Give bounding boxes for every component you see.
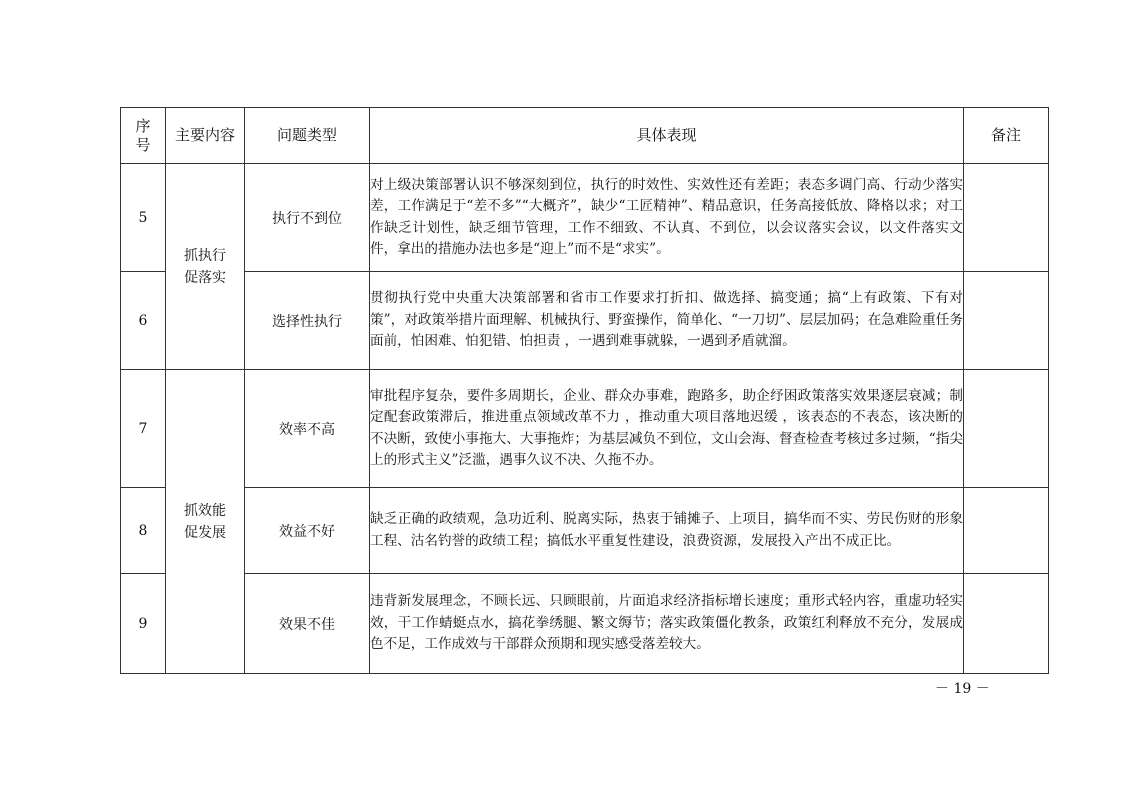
header-seq: 序号 [121,108,166,164]
row-number: 8 [121,488,166,574]
table-row [121,272,1049,370]
problem-detail: 缺乏正确的政绩观，急功近利、脱离实际，热衷于铺摊子、上项目，搞华而不实、劳民伤财的形象工程、沽名钓誉的政绩工程；搞低水平重复性建设，浪费资源，发展投入产出不成正比。 [370,488,964,574]
table-row [121,574,1049,674]
header-detail: 具体表现 [370,108,964,164]
header-row [121,108,1049,164]
page-number: － 19 － [935,681,990,697]
note-cell [964,164,1049,272]
table-row [121,488,1049,574]
header-type: 问题类型 [245,108,370,164]
note-cell [964,272,1049,370]
category-cell: 抓执行促落实 [166,164,245,370]
problem-type: 效率不高 [245,370,370,488]
header-note: 备注 [964,108,1049,164]
note-cell [964,488,1049,574]
row-number: 9 [121,574,166,674]
problem-detail: 违背新发展理念，不顾长远、只顾眼前，片面追求经济指标增长速度；重形式轻内容，重虚功轻实效，干工作蜻蜓点水，搞花拳绣腿、繁文缛节；落实政策僵化教条，政策红利释放不充分，发展成色不足，工作成效与干部群众预期和现实感受落差较大。 [370,574,964,674]
problem-type: 效果不佳 [245,574,370,674]
problem-type: 效益不好 [245,488,370,574]
problem-detail: 贯彻执行党中央重大决策部署和省市工作要求打折扣、做选择、搞变通；搞“上有政策、下有对策”，对政策举措片面理解、机械执行、野蛮操作，简单化、“一刀切”、层层加码；在急难险重任务面前，怕困难、怕犯错、怕担责 ，一遇到难事就躲，一遇到矛盾就溜。 [370,272,964,370]
row-number: 7 [121,370,166,488]
note-cell [964,574,1049,674]
row-number: 6 [121,272,166,370]
table-row [121,370,1049,488]
row-number: 5 [121,164,166,272]
issues-table [120,107,1049,674]
header-content: 主要内容 [166,108,245,164]
problem-detail: 对上级决策部署认识不够深刻到位，执行的时效性、实效性还有差距；表态多调门高、行动少落实差，工作满足于“差不多”“大概齐”，缺少“工匠精神”、精品意识，任务高接低放、降格以求；对工作缺乏计划性，缺乏细节管理，工作不细致、不认真、不到位，以会议落实会议，以文件落实文件，拿出的措施办法也多是“迎上”而不是“求实”。 [370,164,964,272]
problem-type: 执行不到位 [245,164,370,272]
note-cell [964,370,1049,488]
table-row [121,164,1049,272]
category-cell: 抓效能促发展 [166,370,245,674]
problem-type: 选择性执行 [245,272,370,370]
problem-detail: 审批程序复杂，要件多周期长，企业、群众办事难，跑路多，助企纾困政策落实效果逐层衰减；制定配套政策滞后，推进重点领域改革不力 ，推动重大项目落地迟缓 ，该表态的不表态，该决断的不决断，致使小事拖大、大事拖炸；为基层减负不到位，文山会海、督查检查考核过多过频，“指尖上的形式主义”泛滥，遇事久议不决、久拖不办。 [370,370,964,488]
